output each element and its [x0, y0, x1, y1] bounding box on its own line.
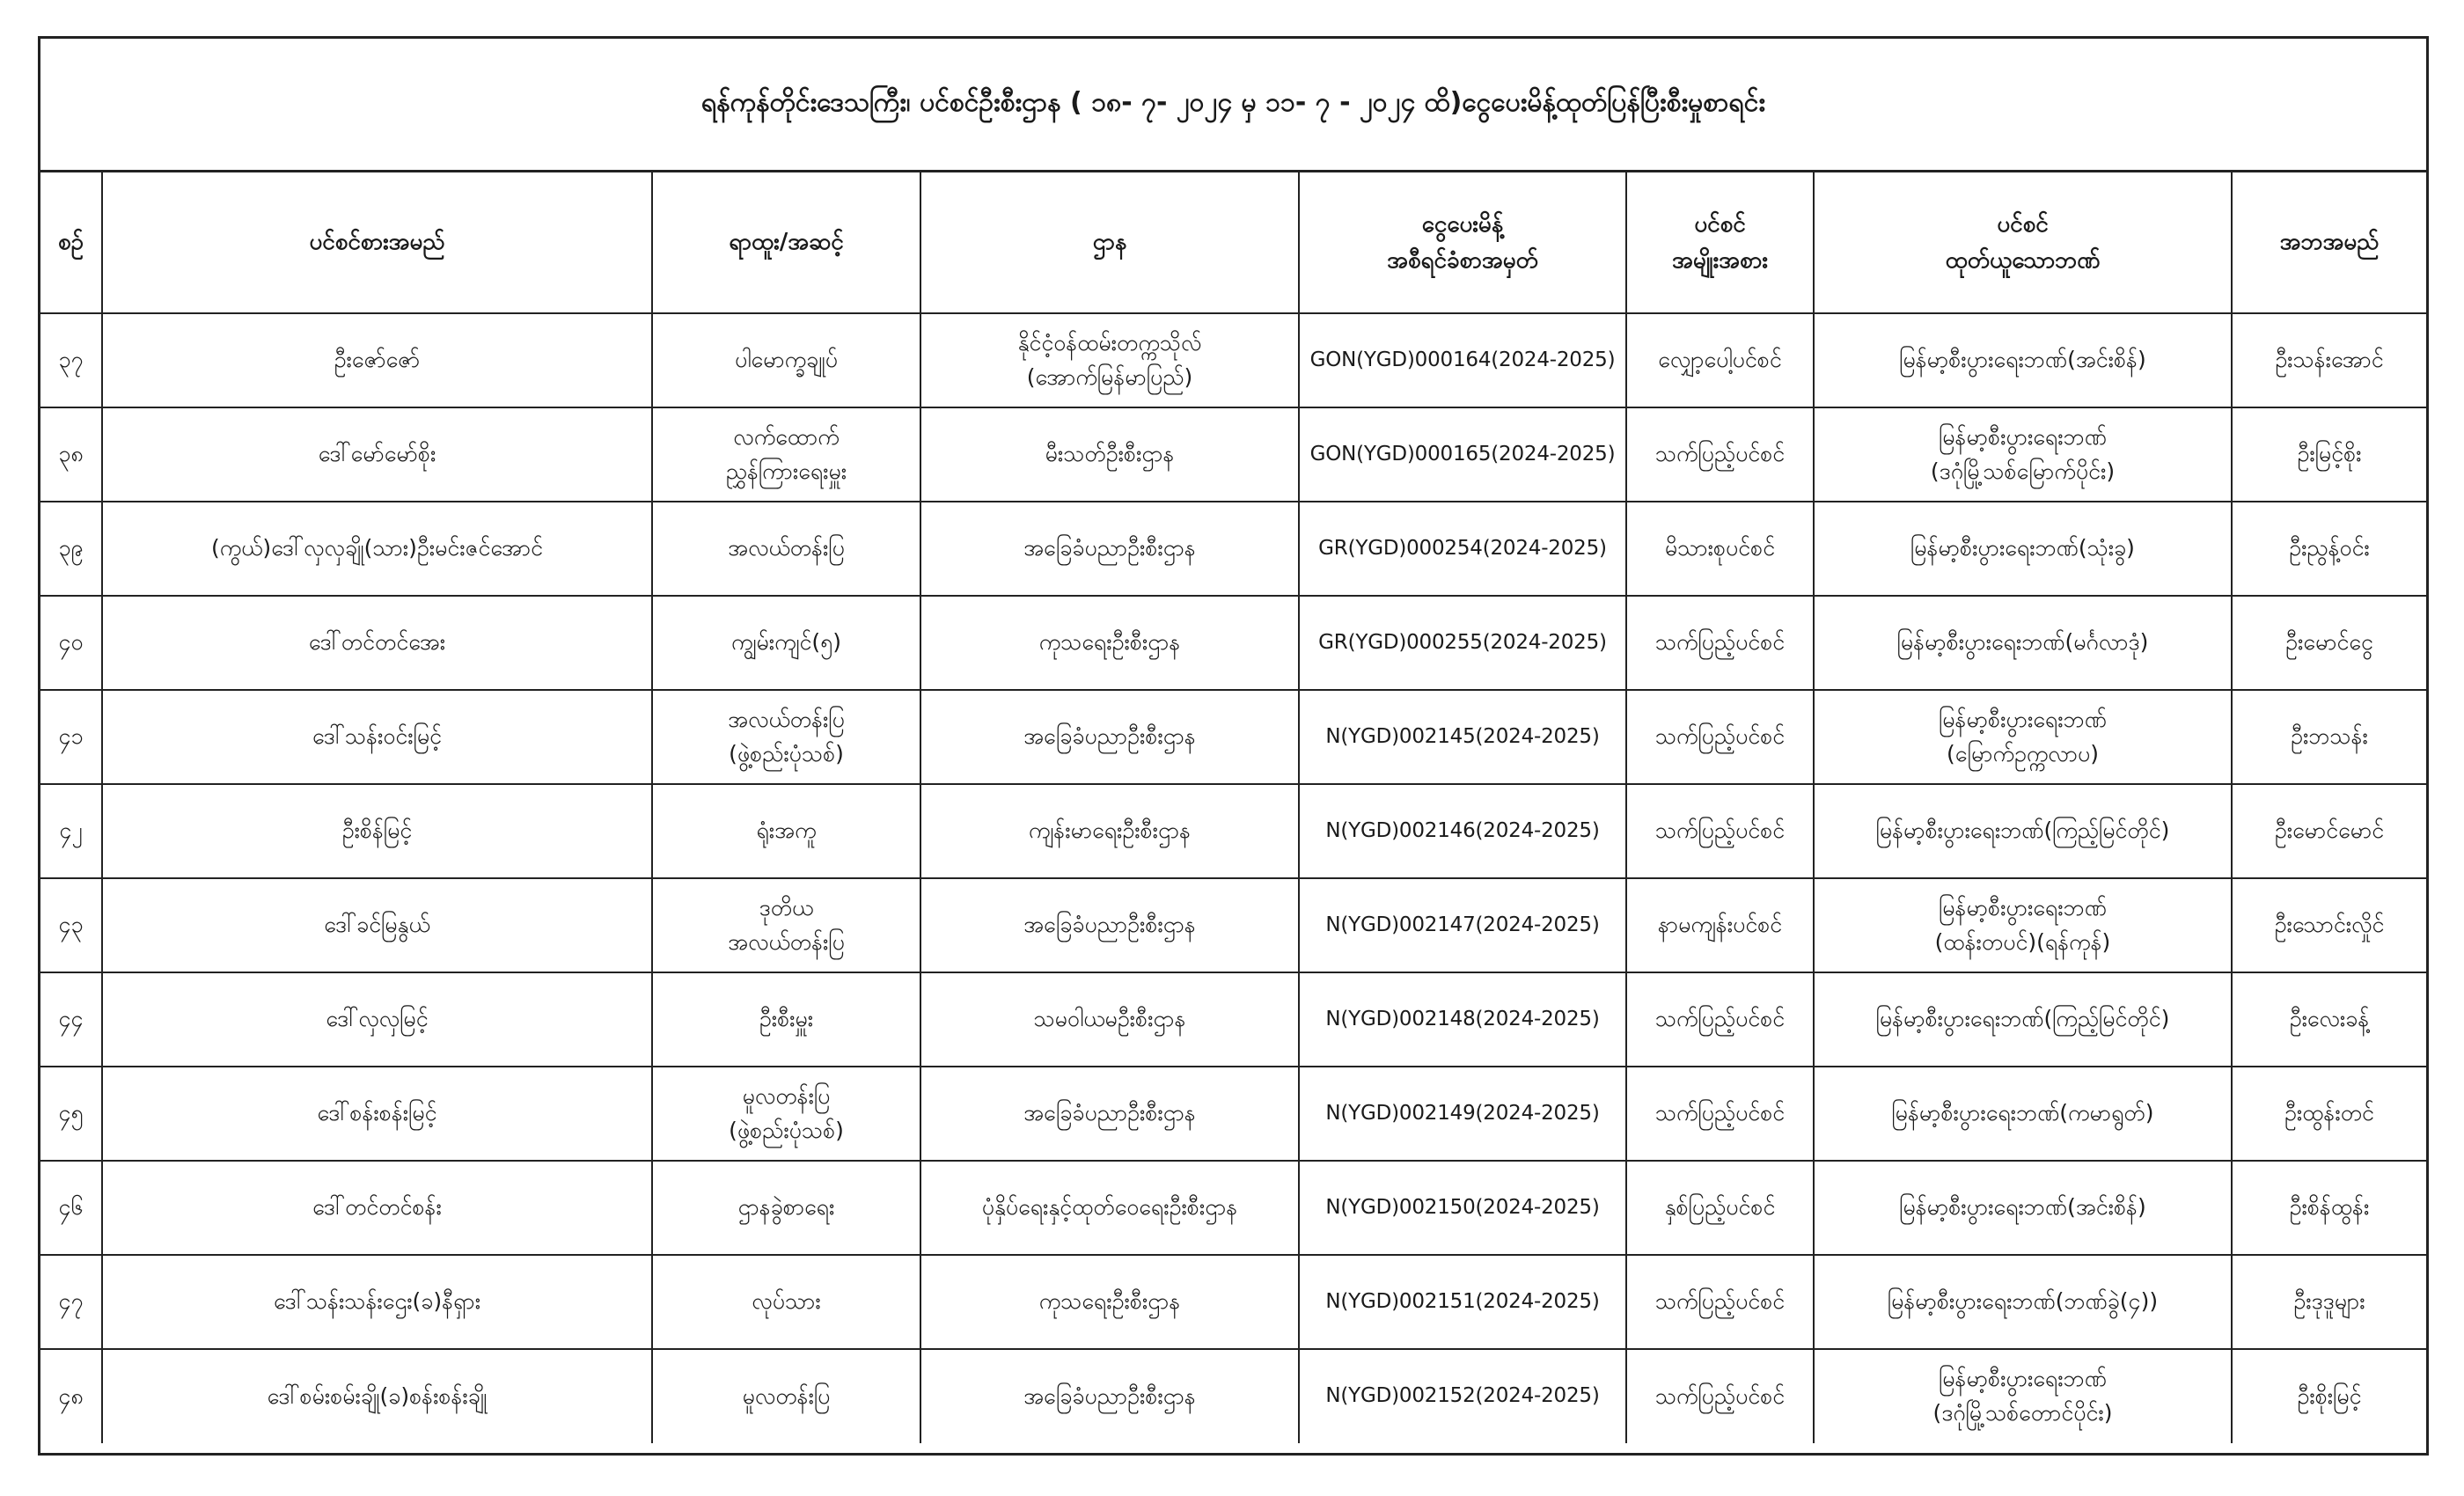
- cell-rank-line: ကျွမ်းကျင်(၅): [731, 629, 841, 656]
- cell-bank-line: မြန်မာ့စီးပွားရေးဘဏ်(ကြည့်မြင်တိုင်): [1875, 818, 2170, 844]
- cell-rank-line: ရုံးအကူ: [756, 818, 817, 844]
- cell-father-name: ဦးစိုးမြင့်: [2232, 1349, 2426, 1443]
- pension-table: [40, 172, 2426, 1443]
- cell-department: [920, 1067, 1299, 1161]
- cell-rank-line: မူလတန်းပြ: [742, 1382, 831, 1409]
- cell-rank: [652, 313, 920, 407]
- cell-order-ref: N(YGD)002147(2024-2025): [1299, 878, 1626, 972]
- cell-pension-type: သက်ပြည့်ပင်စင်: [1626, 784, 1814, 878]
- cell-father-name: ဦးစိန်ထွန်း: [2232, 1161, 2426, 1255]
- col-header-name: [102, 172, 652, 313]
- cell-pensioner-name: ဒေါ်စန်းစန်းမြင့်: [102, 1067, 652, 1161]
- cell-serial-no: ၃၈: [40, 407, 102, 502]
- cell-pensioner-name: (ကွယ်)ဒေါ်လှလှချို(သား)ဦးမင်းဇင်အောင်: [102, 502, 652, 596]
- cell-serial-no: ၄၅: [40, 1067, 102, 1161]
- cell-pension-type: နှစ်ပြည့်ပင်စင်: [1626, 1161, 1814, 1255]
- cell-bank-line: မြန်မာ့စီးပွားရေးဘဏ်: [1939, 894, 2107, 920]
- cell-father-name: ဦးညွန့်ဝင်း: [2232, 502, 2426, 596]
- cell-bank: [1814, 313, 2232, 407]
- cell-order-ref: GR(YGD)000255(2024-2025): [1299, 596, 1626, 690]
- header-text: အမျိုးအစား: [1672, 246, 1768, 274]
- cell-pension-type: မိသားစုပင်စင်: [1626, 502, 1814, 596]
- table-row: [40, 1349, 2426, 1443]
- cell-father-name: ဦးဘသန်း: [2232, 690, 2426, 784]
- cell-rank-line: လက်ထောက်: [733, 423, 840, 450]
- col-header-bank: [1814, 172, 2232, 313]
- table-body: [40, 313, 2426, 1443]
- pension-document: [38, 36, 2429, 1456]
- header-text: ပင်စင်: [1694, 211, 1746, 238]
- cell-order-ref: N(YGD)002145(2024-2025): [1299, 690, 1626, 784]
- cell-rank-line: ဌာနခွဲစာရေး: [737, 1194, 835, 1221]
- cell-bank: [1814, 1067, 2232, 1161]
- cell-department-line: (အောက်မြန်မာပြည်): [1026, 363, 1193, 390]
- cell-department: [920, 313, 1299, 407]
- cell-bank-line: မြန်မာ့စီးပွားရေးဘဏ်(ကမာရွတ်): [1891, 1100, 2154, 1126]
- cell-bank-line: မြန်မာ့စီးပွားရေးဘဏ်: [1939, 706, 2107, 732]
- cell-order-ref: N(YGD)002148(2024-2025): [1299, 972, 1626, 1067]
- cell-bank-line: မြန်မာ့စီးပွားရေးဘဏ်(မင်္ဂလာဒုံ): [1896, 629, 2149, 656]
- header-text: စဉ်: [57, 229, 84, 256]
- cell-department-line: အခြေခံပညာဦးစီးဌာန: [1023, 1382, 1196, 1409]
- cell-serial-no: ၄၆: [40, 1161, 102, 1255]
- cell-rank: [652, 690, 920, 784]
- cell-rank-line: အလယ်တန်းပြ: [728, 706, 845, 732]
- table-row: [40, 1255, 2426, 1349]
- cell-pensioner-name: ဒေါ်မော်မော်စိုး: [102, 407, 652, 502]
- table-row: [40, 1161, 2426, 1255]
- header-text: အဘအမည်: [2279, 229, 2380, 256]
- cell-bank-line: မြန်မာ့စီးပွားရေးဘဏ်(အင်းစိန်): [1899, 347, 2146, 373]
- cell-department-line: နိုင်ငံ့ဝန်ထမ်းတက္ကသိုလ်: [1017, 329, 1202, 356]
- cell-department-line: ကုသရေးဦးစီးဌာန: [1038, 629, 1181, 656]
- table-header-row: [40, 172, 2426, 313]
- cell-bank-line: (ဒဂုံမြို့သစ်တောင်ပိုင်း): [1932, 1400, 2113, 1426]
- cell-rank: [652, 1067, 920, 1161]
- cell-pension-type: သက်ပြည့်ပင်စင်: [1626, 690, 1814, 784]
- cell-bank-line: (ဒဂုံမြို့သစ်မြောက်ပိုင်း): [1930, 458, 2116, 484]
- cell-department: [920, 1349, 1299, 1443]
- cell-department-line: အခြေခံပညာဦးစီးဌာန: [1023, 535, 1196, 561]
- cell-father-name: ဦးသန်းအောင်: [2232, 313, 2426, 407]
- cell-department-line: ကျန်းမာရေးဦးစီးဌာန: [1028, 818, 1192, 844]
- table-row: [40, 1067, 2426, 1161]
- cell-serial-no: ၄၂: [40, 784, 102, 878]
- cell-order-ref: N(YGD)002146(2024-2025): [1299, 784, 1626, 878]
- cell-rank: [652, 1161, 920, 1255]
- cell-rank-line: မူလတန်းပြ: [742, 1082, 831, 1109]
- cell-serial-no: ၄၃: [40, 878, 102, 972]
- cell-pensioner-name: ဒေါ်တင်တင်အေး: [102, 596, 652, 690]
- cell-rank-line: (ဖွဲ့စည်းပုံသစ်): [729, 740, 844, 766]
- cell-department: [920, 784, 1299, 878]
- document-title: ရန်ကုန်တိုင်းဒေသကြီး၊ ပင်စင်ဦးစီးဌာန ( ၁၈- ၇- ၂၀၂၄ မှ ၁၁- ၇ - ၂၀၂၄ ထိ)ငွေပေးမိန့်ထုတ်ပြန်ပြီးစီးမှုစာရင်း: [40, 39, 2426, 172]
- cell-pensioner-name: ဒေါ်စမ်းစမ်းချို(ခ)စန်းစန်းချို: [102, 1349, 652, 1443]
- cell-bank-line: မြန်မာ့စီးပွားရေးဘဏ်(ဘဏ်ခွဲ(၄)): [1887, 1288, 2159, 1315]
- table-row: [40, 407, 2426, 502]
- cell-rank: [652, 1349, 920, 1443]
- cell-department-line: အခြေခံပညာဦးစီးဌာန: [1023, 912, 1196, 938]
- table-row: [40, 878, 2426, 972]
- cell-bank-line: မြန်မာ့စီးပွားရေးဘဏ်(ကြည့်မြင်တိုင်): [1875, 1006, 2170, 1032]
- cell-rank-line: ပါမောက္ခချုပ်: [734, 347, 839, 373]
- cell-bank: [1814, 690, 2232, 784]
- cell-father-name: ဦးဒုဒူများ: [2232, 1255, 2426, 1349]
- cell-rank: [652, 972, 920, 1067]
- cell-pension-type: သက်ပြည့်ပင်စင်: [1626, 1067, 1814, 1161]
- cell-pension-type: သက်ပြည့်ပင်စင်: [1626, 1255, 1814, 1349]
- cell-pensioner-name: ဒေါ်ခင်မြနွယ်: [102, 878, 652, 972]
- cell-bank: [1814, 407, 2232, 502]
- table-row: [40, 502, 2426, 596]
- cell-department-line: မီးသတ်ဦးစီးဌာန: [1045, 441, 1175, 467]
- header-text: ထုတ်ယူသောဘဏ်: [1945, 246, 2101, 274]
- cell-pensioner-name: ဒေါ်သန်းသန်းဌေး(ခ)နီရှား: [102, 1255, 652, 1349]
- cell-serial-no: ၄၄: [40, 972, 102, 1067]
- header-text: ဌာန: [1092, 229, 1127, 256]
- cell-bank: [1814, 1349, 2232, 1443]
- header-text: ငွေပေးမိန့်: [1421, 211, 1504, 238]
- cell-father-name: ဦးမြင့်စိုး: [2232, 407, 2426, 502]
- cell-rank-line: အလယ်တန်းပြ: [728, 535, 845, 561]
- cell-order-ref: N(YGD)002152(2024-2025): [1299, 1349, 1626, 1443]
- cell-bank-line: မြန်မာ့စီးပွားရေးဘဏ်(သုံးခွ): [1910, 535, 2135, 561]
- cell-father-name: ဦးမောင်မောင်: [2232, 784, 2426, 878]
- cell-bank-line: မြန်မာ့စီးပွားရေးဘဏ်(အင်းစိန်): [1899, 1194, 2146, 1221]
- cell-pensioner-name: ဦးစိန်မြင့်: [102, 784, 652, 878]
- cell-pensioner-name: ဒေါ်တင်တင်စန်း: [102, 1161, 652, 1255]
- cell-serial-no: ၄၈: [40, 1349, 102, 1443]
- table-row: [40, 784, 2426, 878]
- cell-order-ref: N(YGD)002150(2024-2025): [1299, 1161, 1626, 1255]
- cell-serial-no: ၃၇: [40, 313, 102, 407]
- cell-department: [920, 1255, 1299, 1349]
- cell-bank-line: မြန်မာ့စီးပွားရေးဘဏ်: [1939, 1366, 2107, 1392]
- col-header-department: [920, 172, 1299, 313]
- cell-department: [920, 596, 1299, 690]
- cell-serial-no: ၃၉: [40, 502, 102, 596]
- cell-department-line: အခြေခံပညာဦးစီးဌာန: [1023, 1100, 1196, 1126]
- cell-department-line: ကုသရေးဦးစီးဌာန: [1038, 1288, 1181, 1315]
- table-row: [40, 690, 2426, 784]
- cell-rank-line: အလယ်တန်းပြ: [728, 928, 845, 955]
- cell-department: [920, 407, 1299, 502]
- cell-department: [920, 972, 1299, 1067]
- col-header-no: [40, 172, 102, 313]
- cell-rank-line: (ဖွဲ့စည်းပုံသစ်): [729, 1117, 844, 1143]
- cell-department: [920, 878, 1299, 972]
- cell-bank: [1814, 784, 2232, 878]
- cell-father-name: ဦးထွန်းတင်: [2232, 1067, 2426, 1161]
- header-text: အစီရင်ခံစာအမှတ်: [1387, 246, 1538, 274]
- cell-order-ref: GON(YGD)000165(2024-2025): [1299, 407, 1626, 502]
- cell-order-ref: N(YGD)002151(2024-2025): [1299, 1255, 1626, 1349]
- col-header-order-ref: [1299, 172, 1626, 313]
- cell-pensioner-name: ဦးဇော်ဇော်: [102, 313, 652, 407]
- cell-serial-no: ၄၀: [40, 596, 102, 690]
- cell-department: [920, 690, 1299, 784]
- cell-department: [920, 502, 1299, 596]
- cell-department-line: အခြေခံပညာဦးစီးဌာန: [1023, 723, 1196, 750]
- cell-pension-type: သက်ပြည့်ပင်စင်: [1626, 1349, 1814, 1443]
- cell-rank: [652, 407, 920, 502]
- header-text: ပင်စင်စားအမည်: [309, 229, 445, 256]
- cell-order-ref: GON(YGD)000164(2024-2025): [1299, 313, 1626, 407]
- cell-bank: [1814, 972, 2232, 1067]
- cell-father-name: ဦးသောင်းလှိုင်: [2232, 878, 2426, 972]
- cell-father-name: ဦးမောင်ငွေ: [2232, 596, 2426, 690]
- table-row: [40, 313, 2426, 407]
- table-row: [40, 972, 2426, 1067]
- cell-rank: [652, 596, 920, 690]
- cell-pension-type: နာမကျန်းပင်စင်: [1626, 878, 1814, 972]
- cell-pensioner-name: ဒေါ်သန်းဝင်းမြင့်: [102, 690, 652, 784]
- cell-department: [920, 1161, 1299, 1255]
- cell-rank-line: ဒုတိယ: [759, 894, 814, 920]
- cell-bank-line: (ထန်းတပင်)(ရန်ကုန်): [1934, 928, 2111, 955]
- cell-order-ref: N(YGD)002149(2024-2025): [1299, 1067, 1626, 1161]
- cell-rank: [652, 1255, 920, 1349]
- cell-department-line: ပုံနှိပ်ရေးနှင့်ထုတ်ဝေရေးဦးစီးဌာန: [981, 1194, 1238, 1221]
- cell-bank: [1814, 502, 2232, 596]
- cell-bank: [1814, 1161, 2232, 1255]
- cell-pension-type: သက်ပြည့်ပင်စင်: [1626, 407, 1814, 502]
- cell-pension-type: သက်ပြည့်ပင်စင်: [1626, 972, 1814, 1067]
- cell-rank: [652, 502, 920, 596]
- header-text: ပင်စင်: [1997, 211, 2049, 238]
- cell-rank-line: ညွှန်ကြားရေးမှူး: [725, 458, 847, 484]
- cell-rank: [652, 784, 920, 878]
- cell-serial-no: ၄၁: [40, 690, 102, 784]
- cell-pension-type: သက်ပြည့်ပင်စင်: [1626, 596, 1814, 690]
- cell-bank: [1814, 1255, 2232, 1349]
- cell-bank: [1814, 878, 2232, 972]
- cell-rank-line: လုပ်သား: [752, 1288, 821, 1315]
- cell-order-ref: GR(YGD)000254(2024-2025): [1299, 502, 1626, 596]
- cell-rank-line: ဦးစီးမှူး: [759, 1006, 814, 1032]
- cell-father-name: ဦးလေးခန့်: [2232, 972, 2426, 1067]
- cell-bank: [1814, 596, 2232, 690]
- cell-serial-no: ၄၇: [40, 1255, 102, 1349]
- cell-bank-line: မြန်မာ့စီးပွားရေးဘဏ်: [1939, 423, 2107, 450]
- header-text: ရာထူး/အဆင့်: [729, 229, 844, 256]
- cell-department-line: သမဝါယမဦးစီးဌာန: [1033, 1006, 1186, 1032]
- cell-bank-line: (မြောက်ဥက္ကလာပ): [1946, 740, 2100, 766]
- table-row: [40, 596, 2426, 690]
- cell-pension-type: လျှော့ပေါ့ပင်စင်: [1626, 313, 1814, 407]
- col-header-rank: [652, 172, 920, 313]
- cell-rank: [652, 878, 920, 972]
- col-header-pension-type: [1626, 172, 1814, 313]
- col-header-father-name: [2232, 172, 2426, 313]
- cell-pensioner-name: ဒေါ်လှလှမြင့်: [102, 972, 652, 1067]
